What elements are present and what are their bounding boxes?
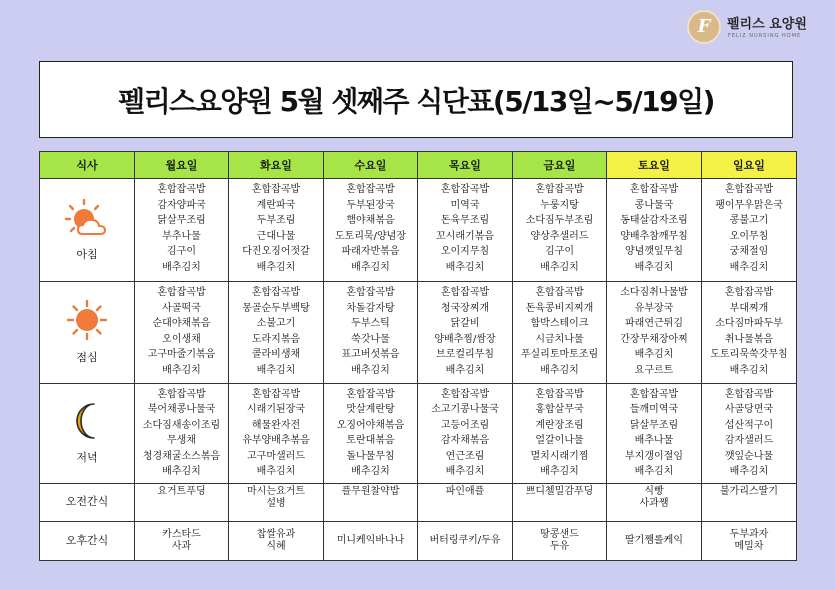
menu-item: 깻잎순나물 xyxy=(724,450,774,462)
menu-cell-mon xyxy=(135,282,229,383)
snack-item: 딸기쨈롤케익 xyxy=(625,534,683,546)
meal-label: 저녁 xyxy=(76,451,98,465)
menu-item: 양배추찜/쌈장 xyxy=(434,333,496,345)
menu-item: 배추김치 xyxy=(256,364,296,376)
menu-item: 양상추샐러드 xyxy=(530,230,589,242)
menu-item: 혼합잡곡밥 xyxy=(251,388,301,400)
menu-item: 다진오징어젓갈 xyxy=(242,246,310,257)
menu-item: 혼합잡곡밥 xyxy=(346,184,395,195)
menu-cell-tue xyxy=(229,383,324,483)
snack-cell-mon xyxy=(135,483,229,521)
menu-item: 혼합잡곡밥 xyxy=(724,388,774,400)
menu-item: 배추김치 xyxy=(162,466,201,478)
snack-cell-sun xyxy=(702,483,797,521)
snack-item: 찹쌀유과 xyxy=(256,528,296,540)
menu-item: 닭살무조림 xyxy=(629,419,679,431)
snack-item: 요거트푸딩 xyxy=(157,485,206,497)
snack-cell-wed xyxy=(324,483,418,521)
menu-cell-mon xyxy=(135,383,229,483)
menu-item: 무생채 xyxy=(167,435,196,447)
meal-row xyxy=(40,383,797,483)
menu-item: 부지갱이절임 xyxy=(625,450,683,462)
menu-cell-wed xyxy=(324,282,418,383)
snack-item: 땅콩샌드 xyxy=(540,528,579,540)
menu-item: 양배추참깨무침 xyxy=(620,230,688,242)
menu-item: 푸실리토마토조림 xyxy=(520,349,599,361)
menu-item: 차돌감자탕 xyxy=(346,302,395,314)
menu-item: 돈육무조림 xyxy=(440,215,490,226)
menu-cell-wed xyxy=(324,179,418,282)
menu-item: 들깨미역국 xyxy=(629,404,679,416)
snack-item: 식혜 xyxy=(266,540,286,552)
sun-icon xyxy=(40,299,134,345)
menu-item: 혼합잡곡밥 xyxy=(346,287,395,299)
header-meal: 식사 xyxy=(40,152,135,179)
menu-cell-sun xyxy=(702,282,797,383)
menu-item: 배추김치 xyxy=(256,261,296,273)
meal-row xyxy=(40,282,797,383)
header-day-sat: 토요일 xyxy=(607,152,702,179)
menu-item: 계란장조림 xyxy=(535,419,584,431)
menu-cell-fri xyxy=(513,383,607,483)
menu-item: 배추김치 xyxy=(445,364,485,376)
menu-item: 돈육콩비지찌개 xyxy=(525,302,594,314)
menu-item: 간장무채장아찌 xyxy=(620,333,688,345)
meal-label: 아침 xyxy=(76,248,98,262)
snack-cell-thu xyxy=(418,521,513,560)
snack-item: 파인애플 xyxy=(445,485,485,497)
menu-cell-mon xyxy=(135,179,229,282)
snack-item: 사과 xyxy=(171,540,192,552)
menu-item: 혼합잡곡밥 xyxy=(440,287,490,299)
menu-item: 파래연근튀김 xyxy=(625,318,683,330)
title-box xyxy=(39,61,793,138)
snack-cell-sun xyxy=(702,521,797,560)
menu-item: 콩불고기 xyxy=(729,215,769,226)
menu-cell-thu xyxy=(418,282,513,383)
menu-item: 콩나물국 xyxy=(634,199,674,211)
menu-item: 궁채절임 xyxy=(729,246,769,257)
menu-item: 혼합잡곡밥 xyxy=(724,184,774,195)
menu-item: 배추김치 xyxy=(634,261,674,273)
meal-cell xyxy=(40,179,135,282)
header-row xyxy=(40,152,797,179)
menu-cell-fri xyxy=(513,179,607,282)
snack-row xyxy=(40,521,797,560)
snack-item: 식빵 xyxy=(644,485,664,497)
menu-item: 해물완자전 xyxy=(251,419,301,431)
menu-item: 두부스틱 xyxy=(351,318,390,330)
meal-row xyxy=(40,179,797,282)
menu-item: 배추김치 xyxy=(634,466,674,478)
menu-item: 배추김치 xyxy=(540,261,579,273)
menu-item: 두부된장국 xyxy=(346,199,395,211)
menu-item: 배추나물 xyxy=(634,435,674,447)
menu-item: 햄야채볶음 xyxy=(346,215,395,226)
menu-item: 북어채콩나물국 xyxy=(147,404,216,416)
menu-item: 도토리묵쑥갓무침 xyxy=(710,349,788,361)
menu-item: 혼합잡곡밥 xyxy=(440,184,490,195)
header-day-wed: 수요일 xyxy=(324,152,418,179)
menu-item: 부추나물 xyxy=(162,230,201,242)
menu-item: 양념깻잎무침 xyxy=(625,246,683,257)
snack-item: 미니케익바나나 xyxy=(336,534,405,546)
menu-item: 사골당면국 xyxy=(724,404,774,416)
menu-item: 유부장국 xyxy=(634,302,674,314)
menu-item: 부대찌개 xyxy=(729,302,769,314)
meal-cell xyxy=(40,282,135,383)
menu-cell-thu xyxy=(418,383,513,483)
menu-item: 닭살무조림 xyxy=(157,215,206,226)
menu-item: 누룽지탕 xyxy=(540,199,579,211)
menu-cell-tue xyxy=(229,282,324,383)
menu-item: 섭산적구이 xyxy=(724,419,774,431)
menu-cell-sat xyxy=(607,282,702,383)
menu-cell-wed xyxy=(324,383,418,483)
menu-item: 혼합잡곡밥 xyxy=(251,287,301,299)
menu-item: 홍합살무국 xyxy=(535,404,584,416)
menu-item: 유부양배추볶음 xyxy=(242,435,310,447)
menu-cell-sun xyxy=(702,179,797,282)
snack-item: 버터링쿠키/두유 xyxy=(429,534,501,546)
menu-item: 배추김치 xyxy=(445,466,485,478)
snack-row xyxy=(40,483,797,521)
menu-cell-sat xyxy=(607,383,702,483)
menu-item: 계란파국 xyxy=(256,199,296,211)
snack-cell-mon xyxy=(135,521,229,560)
menu-item: 배추김치 xyxy=(729,261,769,273)
snack-cell-wed xyxy=(324,521,418,560)
menu-item: 청경채굴소스볶음 xyxy=(142,450,221,462)
menu-item: 미역국 xyxy=(450,199,480,211)
menu-item: 배추김치 xyxy=(162,261,201,273)
snack-item: 불가리스딸기 xyxy=(720,485,778,497)
menu-item: 소고기콩나물국 xyxy=(431,404,499,416)
menu-item: 배추김치 xyxy=(729,466,769,478)
menu-item: 혼합잡곡밥 xyxy=(251,184,301,195)
menu-item: 배추김치 xyxy=(351,261,390,273)
meal-label: 점심 xyxy=(76,351,98,365)
menu-item: 순대야채볶음 xyxy=(152,318,211,330)
snack-label: 오전간식 xyxy=(40,483,135,521)
snack-cell-tue xyxy=(229,521,324,560)
header-day-mon: 월요일 xyxy=(135,152,229,179)
snack-cell-thu xyxy=(418,483,513,521)
menu-item: 혼합잡곡밥 xyxy=(535,287,584,299)
menu-item: 배추김치 xyxy=(634,349,674,361)
snack-cell-sat xyxy=(607,483,702,521)
menu-item: 혼합잡곡밥 xyxy=(157,184,206,195)
menu-item: 감자양파국 xyxy=(157,199,206,211)
menu-item: 취나물볶음 xyxy=(724,333,774,345)
menu-item: 오징어야채볶음 xyxy=(336,419,405,431)
menu-item: 오이생채 xyxy=(162,333,201,345)
menu-item: 고구마샐러드 xyxy=(247,450,305,462)
snack-item: 메밀차 xyxy=(734,540,764,552)
menu-item: 오이지무침 xyxy=(440,246,490,257)
menu-item: 혼합잡곡밥 xyxy=(346,388,395,400)
menu-item: 고등어조림 xyxy=(440,419,490,431)
menu-item: 혼합잡곡밥 xyxy=(157,287,206,299)
snack-item: 사과쨈 xyxy=(639,497,669,509)
menu-item: 표고버섯볶음 xyxy=(341,349,400,361)
menu-item: 배추김치 xyxy=(445,261,485,273)
menu-cell-sun xyxy=(702,383,797,483)
menu-item: 두부조림 xyxy=(256,215,296,226)
menu-item: 브로컬리무침 xyxy=(436,349,494,361)
snack-item: 두부과자 xyxy=(729,528,769,540)
menu-item: 쑥갓나물 xyxy=(351,333,390,345)
menu-item: 배추김치 xyxy=(729,364,769,376)
meal-cell xyxy=(40,383,135,483)
menu-item: 혼합잡곡밥 xyxy=(724,287,774,299)
menu-item: 사골떡국 xyxy=(162,302,201,314)
menu-item: 멸치시래기찜 xyxy=(530,450,589,462)
menu-item: 배추김치 xyxy=(256,466,296,478)
menu-item: 혼합잡곡밥 xyxy=(629,388,679,400)
menu-item: 돌나물무침 xyxy=(346,450,395,462)
menu-item: 소불고기 xyxy=(256,318,296,330)
menu-item: 함박스테이크 xyxy=(530,318,589,330)
menu-item: 혼합잡곡밥 xyxy=(157,388,206,400)
menu-table xyxy=(39,151,797,561)
menu-item: 김구이 xyxy=(545,246,574,257)
menu-item: 배추김치 xyxy=(540,364,579,376)
menu-item: 혼합잡곡밥 xyxy=(535,184,584,195)
menu-cell-tue xyxy=(229,179,324,282)
menu-cell-fri xyxy=(513,282,607,383)
menu-item: 배추김치 xyxy=(162,364,201,376)
snack-item: 설병 xyxy=(266,497,286,509)
header-day-sun: 일요일 xyxy=(702,152,797,179)
menu-item: 팽이무우맑은국 xyxy=(715,199,783,211)
header-day-thu: 목요일 xyxy=(418,152,513,179)
menu-item: 감자샐러드 xyxy=(724,435,774,447)
menu-item: 김구이 xyxy=(167,246,196,257)
snack-cell-fri xyxy=(513,521,607,560)
menu-item: 꼬시래기볶음 xyxy=(436,230,494,242)
menu-item: 닭갈비 xyxy=(450,318,480,330)
menu-item: 토란대볶음 xyxy=(346,435,395,447)
snack-cell-sat xyxy=(607,521,702,560)
menu-item: 시금치나물 xyxy=(535,333,584,345)
menu-item: 근대나물 xyxy=(256,230,296,242)
snack-item: 마시는요거트 xyxy=(247,485,305,497)
menu-item: 연근조림 xyxy=(445,450,485,462)
menu-cell-sat xyxy=(607,179,702,282)
menu-item: 도토리묵/양념장 xyxy=(335,230,406,242)
menu-item: 동태살감자조림 xyxy=(620,215,688,226)
sun-cloud-icon xyxy=(40,198,134,242)
header-day-tue: 화요일 xyxy=(229,152,324,179)
menu-item: 요구르트 xyxy=(634,364,674,376)
moon-icon xyxy=(40,401,134,445)
menu-item: 맛살계란탕 xyxy=(346,404,395,416)
menu-item: 소다짐두부조림 xyxy=(525,215,594,226)
menu-item: 시래기된장국 xyxy=(247,404,305,416)
snack-cell-tue xyxy=(229,483,324,521)
snack-cell-fri xyxy=(513,483,607,521)
header-day-fri: 금요일 xyxy=(513,152,607,179)
snack-item: 두유 xyxy=(549,540,570,552)
menu-item: 오이무침 xyxy=(729,230,769,242)
snack-item: 쁘디첼밀감푸딩 xyxy=(525,485,594,497)
logo-name: 펠리스 요양원 xyxy=(727,17,807,32)
menu-item: 콜라비생채 xyxy=(251,349,301,361)
logo xyxy=(687,8,827,48)
menu-item: 혼합잡곡밥 xyxy=(440,388,490,400)
menu-cell-thu xyxy=(418,179,513,282)
menu-item: 파래자반볶음 xyxy=(341,246,400,257)
menu-item: 몽골순두부백탕 xyxy=(242,302,310,314)
snack-label: 오후간식 xyxy=(40,521,135,560)
snack-item: 플무원찰약밥 xyxy=(341,485,400,497)
menu-item: 배추김치 xyxy=(540,466,579,478)
menu-item: 배추김치 xyxy=(351,364,390,376)
menu-item: 소다짐취나물밥 xyxy=(620,287,688,299)
logo-mark-icon: F xyxy=(687,10,721,44)
menu-item: 소다짐새송이조림 xyxy=(142,419,221,431)
menu-item: 배추김치 xyxy=(351,466,390,478)
menu-item: 혼합잡곡밥 xyxy=(629,184,679,195)
menu-item: 감자채볶음 xyxy=(440,435,490,447)
logo-subtitle: FELIZ NURSING HOME xyxy=(728,33,802,39)
menu-item: 소다짐마파두부 xyxy=(715,318,783,330)
menu-item: 고구마줄기볶음 xyxy=(147,349,216,361)
menu-item: 얼갈이나물 xyxy=(535,435,584,447)
menu-item: 청국장찌개 xyxy=(440,302,490,314)
snack-item: 카스타드 xyxy=(162,528,201,540)
page-title: 펠리스요양원 5월 셋째주 식단표(5/13일~5/19일) xyxy=(118,84,714,118)
menu-item: 혼합잡곡밥 xyxy=(535,388,584,400)
menu-item: 도라지볶음 xyxy=(251,333,301,345)
